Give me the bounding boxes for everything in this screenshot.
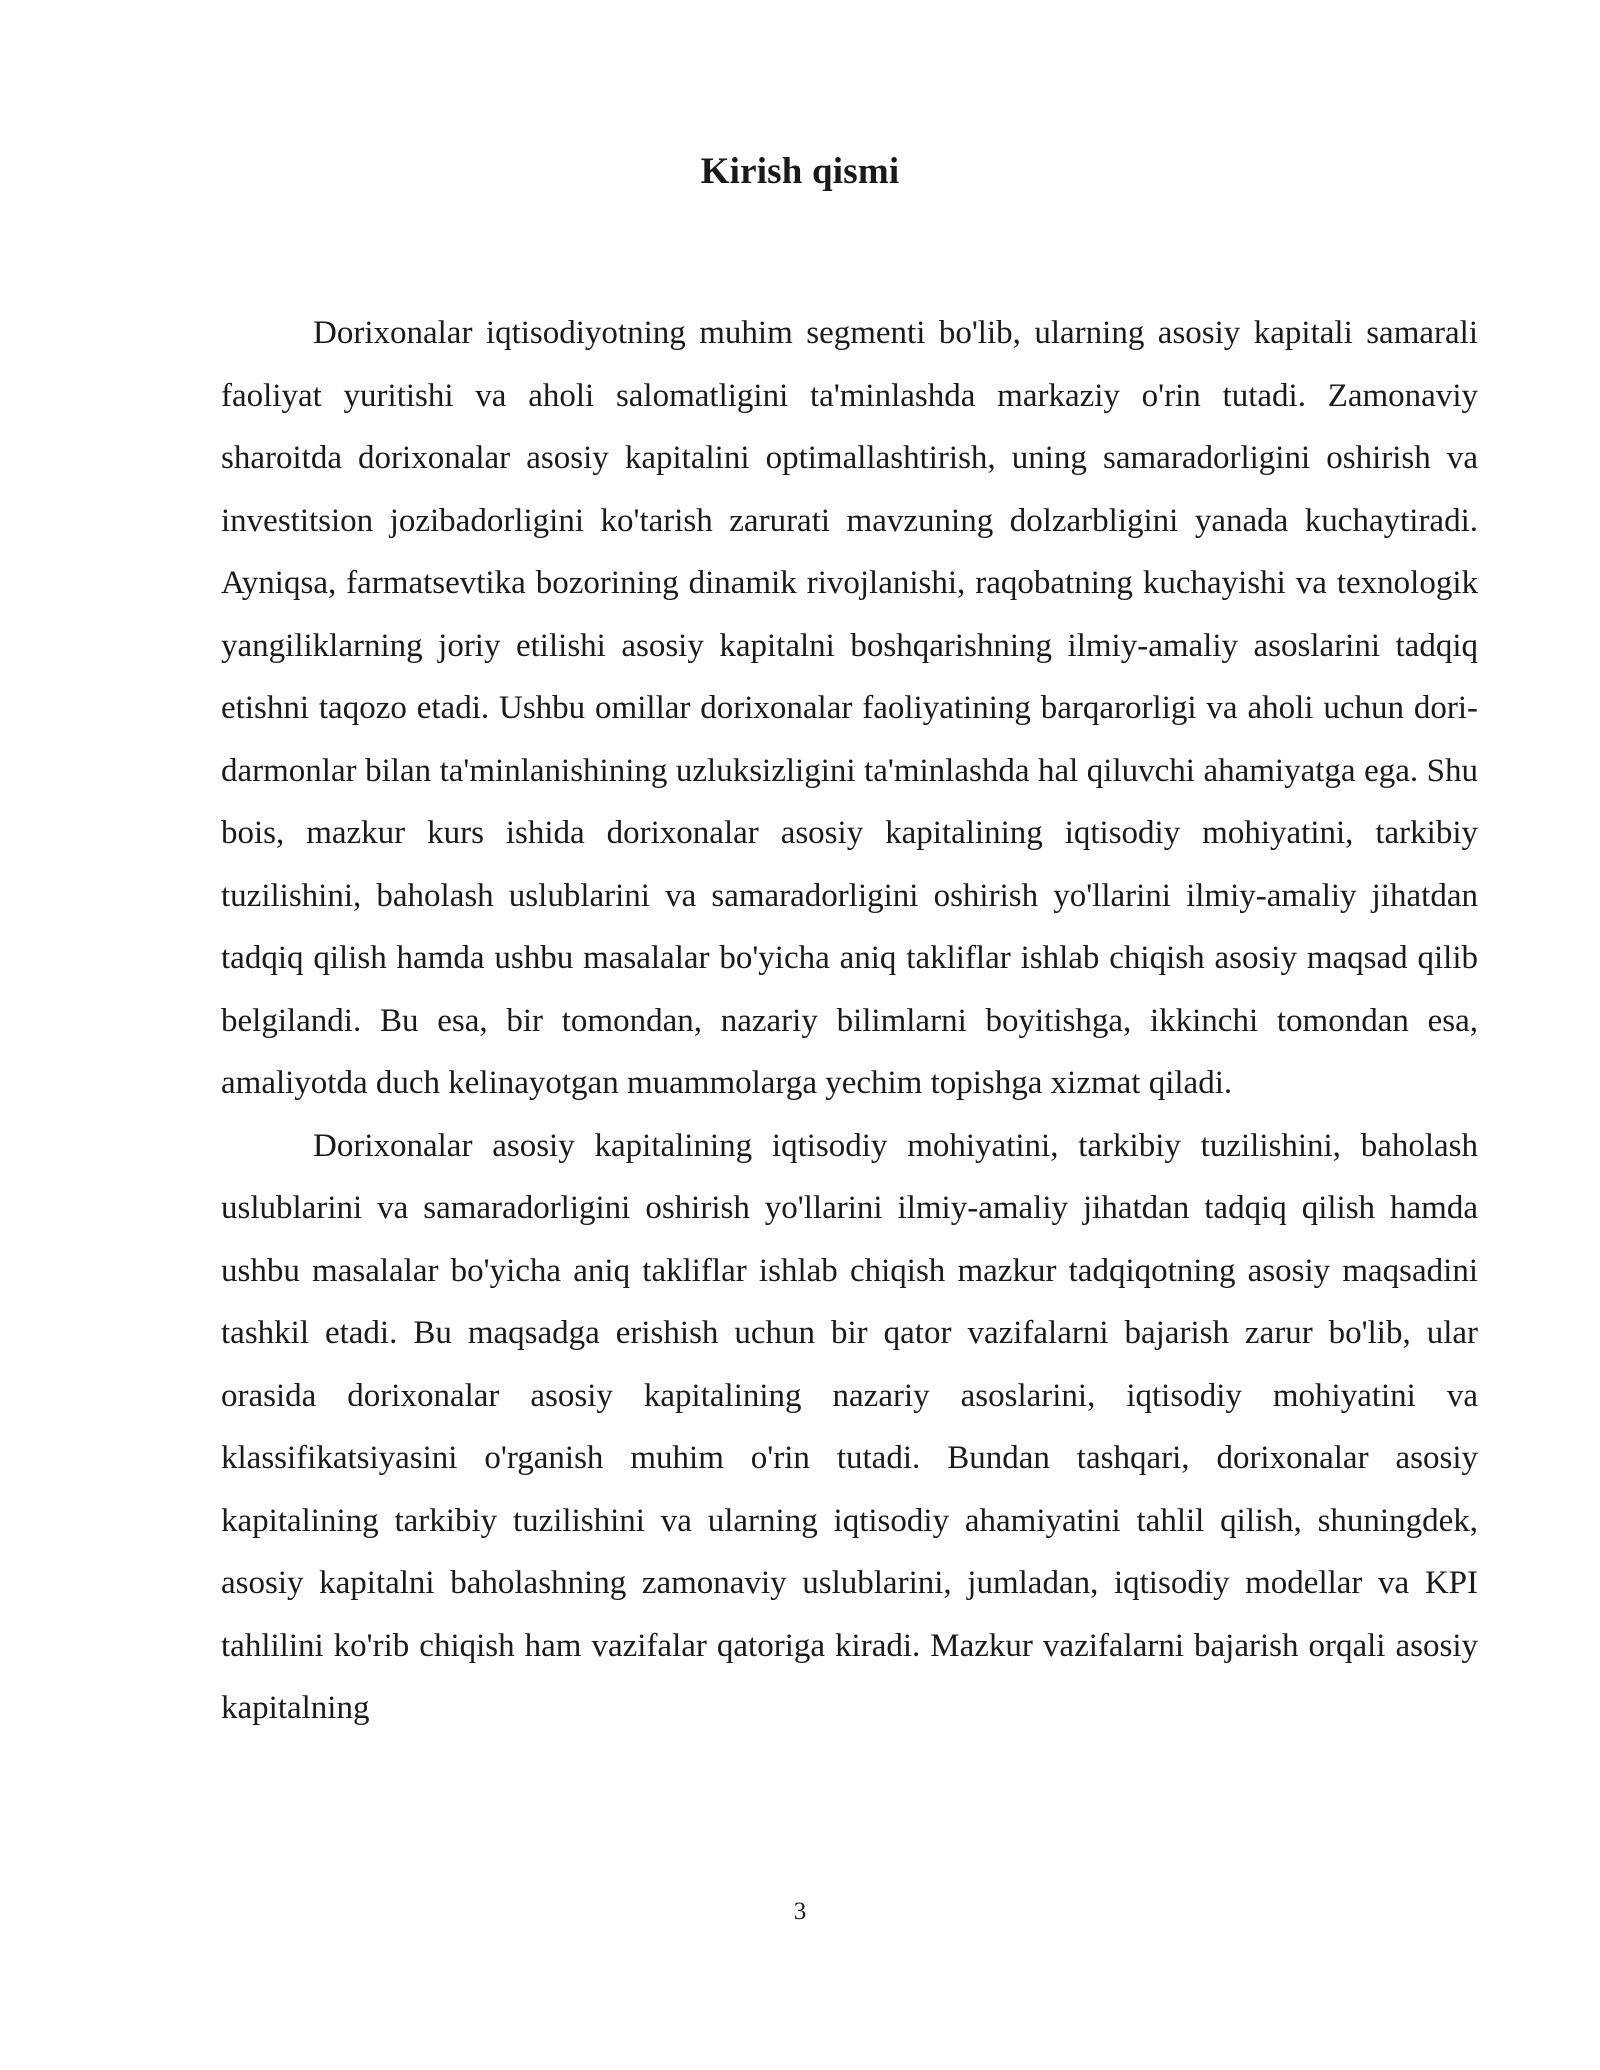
page-title: Kirish qismi <box>700 151 900 192</box>
page-number: 3 <box>793 1898 807 1925</box>
paragraph-1: Dorixonalar iqtisodiyotning muhim segmenti bo'lib, ularning asosiy kapitali samarali faoliyat yuritishi va aholi salomatligini ta'minlashda markaziy o'rin tutadi. Zamonaviy sharoitda dorixonalar asosiy kapitalini optimallashtirish, uning samaradorligini oshirish va investitsion jozibadorligini ko'tarish zarurati mavzuning dolzarbligini yanada kuchaytiradi. Ayniqsa, farmatsevtika bozorining dinamik rivojlanishi, raqobatning kuchayishi va texnologik yangiliklarning joriy etilishi asosiy kapitalni boshqarishning ilmiy-amaliy asoslarini tadqiq etishni taqozo etadi. Ushbu omillar dorixonalar faoliyatining barqarorligi va aholi uchun dori-darmonlar bilan ta'minlanishining uzluksizligini ta'minlashda hal qiluvchi ahamiyatga ega. Shu bois, mazkur kurs ishida dorixonalar asosiy kapitalining iqtisodiy mohiyatini, tarkibiy tuzilishini, baholash uslublarini va samaradorligini oshirish yo'llarini ilmiy-amaliy jihatdan tadqiq qilish hamda ushbu masalalar bo'yicha aniq takliflar ishlab chiqish asosiy maqsad qilib belgilandi. Bu esa, bir tomondan, nazariy bilimlarni boyitishga, ikkinchi tomondan esa, amaliyotda duch kelinayotgan muammolarga yechim topishga xizmat qiladi. <box>221 315 1478 1101</box>
paragraph-2: Dorixonalar asosiy kapitalining iqtisodiy mohiyatini, tarkibiy tuzilishini, baholash uslublarini va samaradorligini oshirish yo'llarini ilmiy-amaliy jihatdan tadqiq qilish hamda ushbu masalalar bo'yicha aniq takliflar ishlab chiqish mazkur tadqiqotning asosiy maqsadini tashkil etadi. Bu maqsadga erishish uchun bir qator vazifalarni bajarish zarur bo'lib, ular orasida dorixonalar asosiy kapitalining nazariy asoslarini, iqtisodiy mohiyatini va klassifikatsiyasini o'rganish muhim o'rin tutadi. Bundan tashqari, dorixonalar asosiy kapitalining tarkibiy tuzilishini va ularning iqtisodiy ahamiyatini tahlil qilish, shuningdek, asosiy kapitalni baholashning zamonaviy uslublarini, jumladan, iqtisodiy modellar va KPI tahlilini ko'rib chiqish ham vazifalar qatoriga kiradi. Mazkur vazifalarni bajarish orqali asosiy kapitalning <box>221 1127 1478 1726</box>
document-body <box>221 302 1478 1740</box>
